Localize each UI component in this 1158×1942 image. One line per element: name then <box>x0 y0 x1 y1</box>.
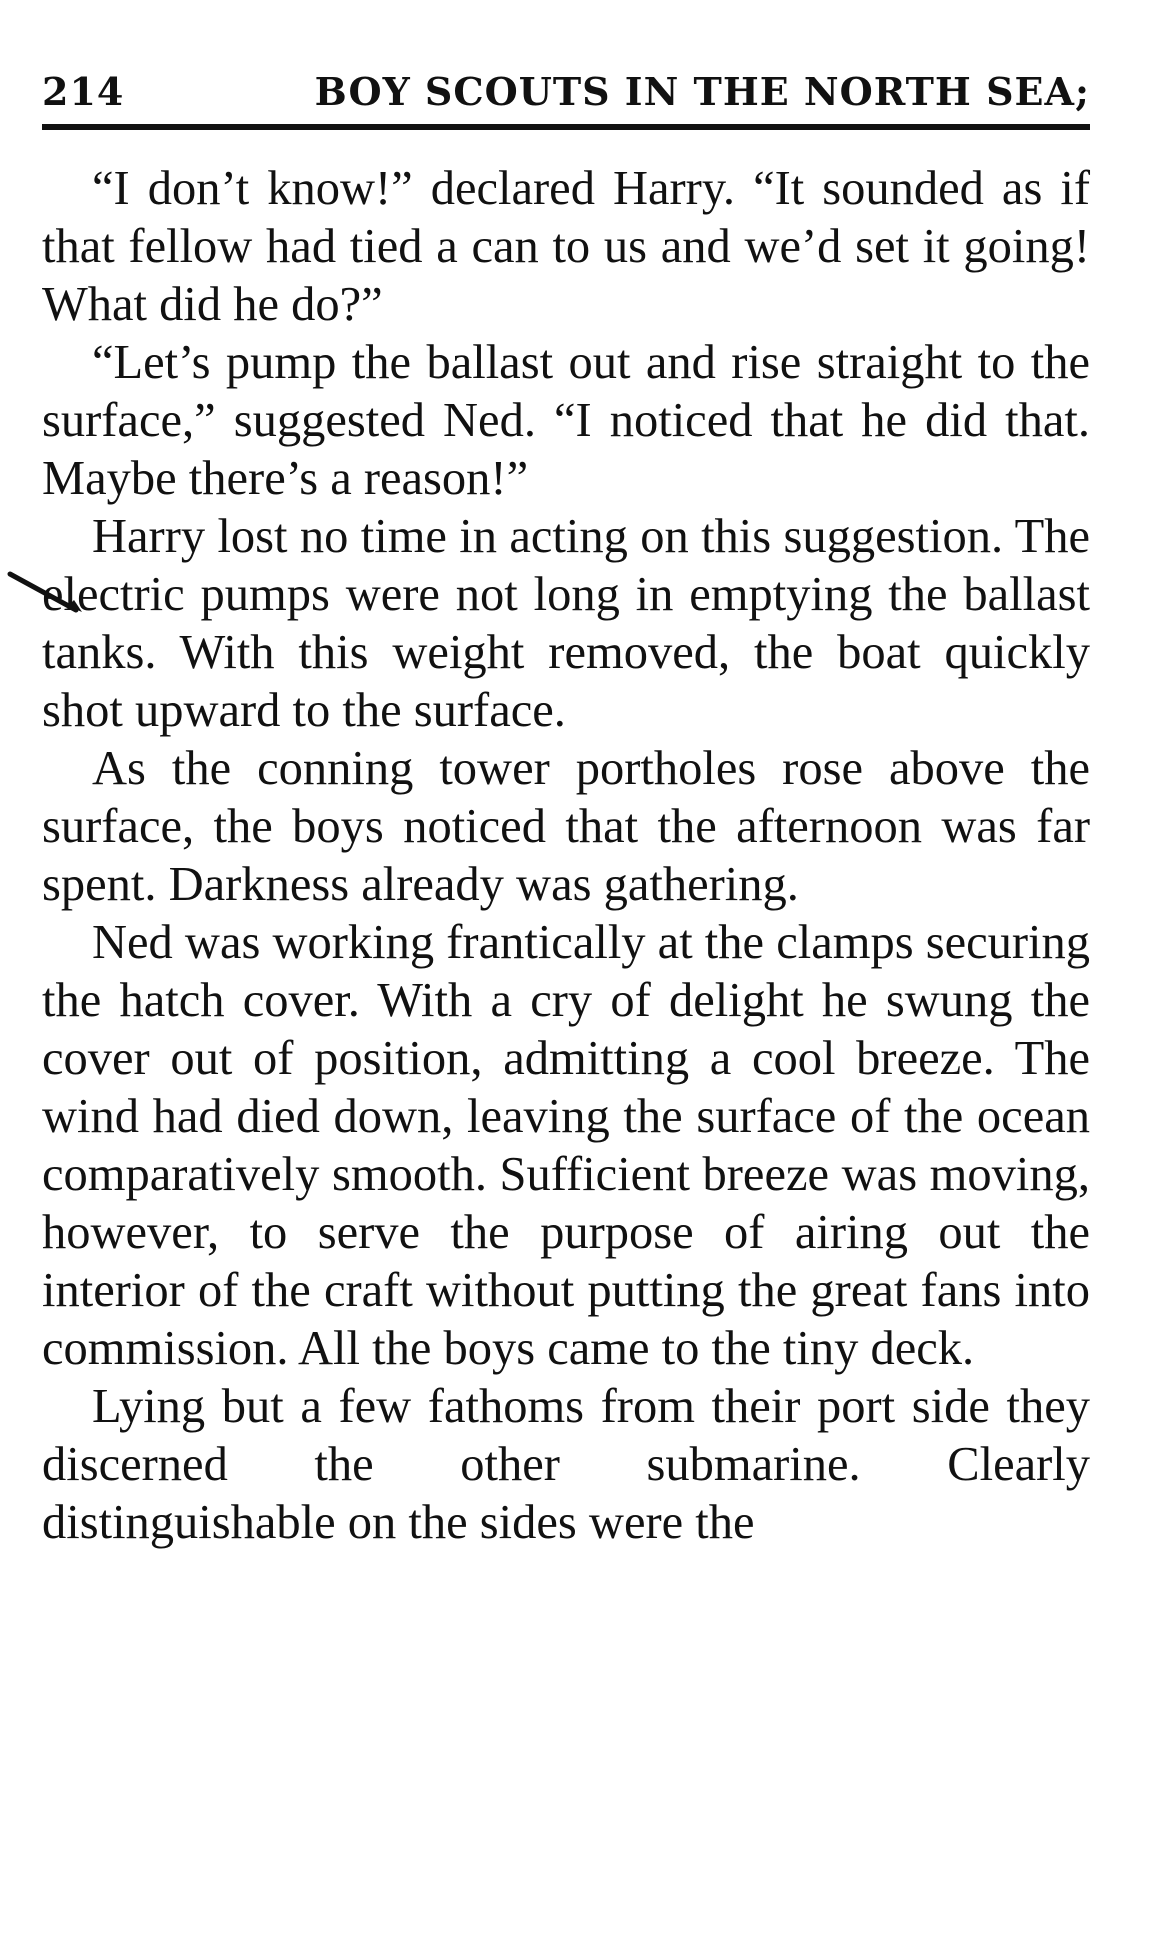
page-number: 214 <box>42 69 125 114</box>
paragraph-3: Harry lost no time in acting on this suggestion. The electric pumps were not long in emptying the ballast tanks. With this weight removed, the boat quickly shot upward to the surface. <box>42 510 1090 737</box>
paragraph-4: As the conning tower portholes rose above the surface, the boys noticed that the afternoon was far spent. Darkness already was gathering. <box>42 742 1090 911</box>
body-text <box>42 160 1090 1552</box>
paragraph-5: Ned was working frantically at the clamps securing the hatch cover. With a cry of delight he swung the cover out of position, admitting a cool breeze. The wind had died down, leaving the surface of the ocean comparatively smooth. Sufficient breeze was moving, however, to serve the purpose of airing out the interior of the craft without putting the great fans into commission. All the boys came to the tiny deck. <box>42 916 1090 1375</box>
header-rule <box>42 124 1090 130</box>
page-header <box>42 62 1090 122</box>
paragraph-6: Lying but a few fathoms from their port side they discerned the other submarine. Clearly distinguishable on the sides were the <box>42 1380 1090 1549</box>
paragraph-2: “Let’s pump the ballast out and rise straight to the surface,” suggested Ned. “I noticed that he did that. Maybe there’s a reason!” <box>42 336 1090 505</box>
paragraph-1: “I don’t know!” declared Harry. “It sounded as if that fellow had tied a can to us and we’d set it going! What did he do?” <box>42 162 1090 331</box>
running-head: BOY SCOUTS IN THE NORTH SEA; <box>314 69 1090 114</box>
